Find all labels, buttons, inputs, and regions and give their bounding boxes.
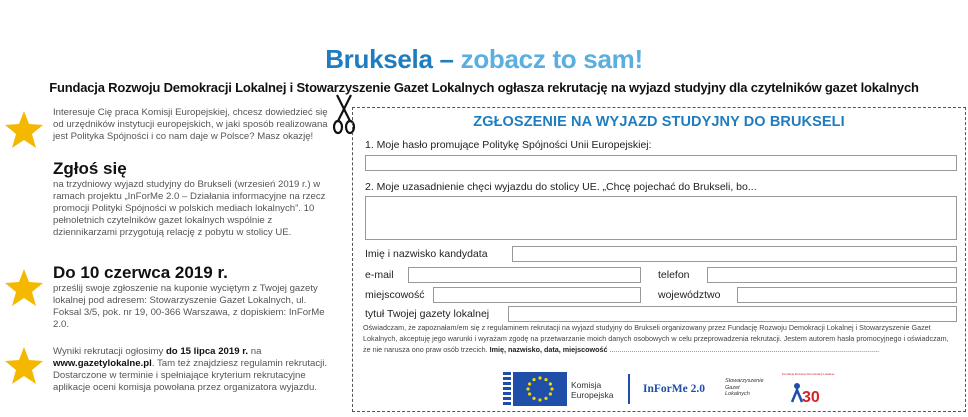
apply-section bbox=[53, 159, 331, 239]
deadline-heading: Do 10 czerwca 2019 r. bbox=[53, 263, 228, 282]
apply-heading: Zgłoś się bbox=[53, 159, 127, 178]
phone-label: telefon bbox=[658, 269, 690, 281]
newspaper-field[interactable] bbox=[508, 306, 957, 322]
page-subtitle: Fundacja Rozwoju Demokracji Lokalnej i Stowarzyszenie Gazet Lokalnych ogłasza rekrutację na wyjazd studyjny dla czytelników gazet lokalnych bbox=[49, 80, 919, 95]
name-field[interactable] bbox=[512, 246, 957, 262]
frdl-30-logo bbox=[781, 370, 835, 406]
deadline-text: prześlij swoje zgłoszenie na kuponie wyciętym z Twojej gazety lokalnej pod adresem: Stowarzyszenie Gazet Lokalnych, ul. Foksal 3/5, pok. nr 19, 00-366 Warszawa, z dopiskiem: InForMe 2.0. bbox=[53, 283, 325, 330]
apply-text: na trzydniowy wyjazd studyjny do Brukseli (wrzesień 2019 r.) w ramach projektu „InForMe 2.0 – Działania informacyjne na rzecz promocji Polityki Spójności w polskich mediach lokalnych”. 10 pełnoletnich czytelników gazet lokalnych wspólnie z dziennikarzami przygotują relację z pobytu w stolicy UE. bbox=[53, 179, 326, 238]
form-title: ZGŁOSZENIE NA WYJAZD STUDYJNY DO BRUKSELI bbox=[473, 114, 845, 130]
frdl-top-text: Fundacja Rozwoju Demokracji Lokalnej bbox=[781, 372, 835, 376]
newspaper-label: tytuł Twojej gazety lokalnej bbox=[365, 308, 490, 320]
slogan-label: 1. Moje hasło promujące Politykę Spójności Unii Europejskiej: bbox=[365, 139, 652, 151]
frdl-30-number: 30 bbox=[802, 389, 820, 406]
region-field[interactable] bbox=[737, 287, 957, 303]
page-title: Bruksela – zobacz to sam! bbox=[325, 44, 643, 74]
name-label: Imię i nazwisko kandydata bbox=[365, 248, 488, 260]
informe-logo: InForMe 2.0 bbox=[643, 383, 705, 395]
star-icon bbox=[4, 346, 44, 386]
city-field[interactable] bbox=[433, 287, 641, 303]
eu-stripes bbox=[503, 372, 511, 406]
star-icon bbox=[4, 268, 44, 308]
results-text: Wyniki rekrutacji ogłosimy do 15 lipca 2019 r. na www.gazetylokalne.pl. Tam też znajdziesz regulamin rekrutacji. Dostarczone w terminie i spełniające kryterium rekrutacyjne aplikacje oceni komisja powołana przez organizatora wyjazdu. bbox=[53, 346, 328, 393]
logo-divider bbox=[628, 374, 630, 404]
star-icon bbox=[4, 110, 44, 150]
email-field[interactable] bbox=[408, 267, 641, 283]
reason-label: 2. Moje uzasadnienie chęci wyjazdu do stolicy UE. „Chcę pojechać do Brukseli, bo... bbox=[365, 181, 757, 193]
city-label: miejscowość bbox=[365, 289, 425, 301]
results-url: www.gazetylokalne.pl bbox=[53, 358, 152, 369]
eu-flag-icon bbox=[513, 372, 567, 406]
email-label: e-mail bbox=[365, 269, 394, 281]
application-form bbox=[352, 107, 966, 412]
intro-text: Interesuje Cię praca Komisji Europejskiej, chcesz dowiedzieć się od urzędników instytucji europejskich, w jaki sposób realizowana jest Polityka Spójności i co nam daje w Polsce? Masz okazję! bbox=[53, 107, 328, 142]
sgl-logo: Stowarzyszenie Gazet Lokalnych bbox=[725, 378, 764, 397]
region-label: województwo bbox=[658, 289, 721, 301]
consent-text: Oświadczam, że zapoznałam/em się z regulaminem rekrutacji na wyjazd studyjny do Brukseli organizowany przez Fundację Rozwoju Demokracji Lokalnej i Stowarzyszenie Gazet Lokalnych, akceptuję jego warunki i wyrażam zgodę na przetwarzanie moich danych osobowych w celu przeprowadzenia rekrutacji. Jestem autorem hasła promocyjnego i oświadczam, że nie narusza ono praw osób trzecich. Imię, nazwisko, data, miejscowość ....................................................................................................................................... bbox=[363, 323, 949, 354]
slogan-field[interactable] bbox=[365, 155, 957, 171]
deadline-section bbox=[53, 263, 331, 331]
reason-field[interactable] bbox=[365, 196, 957, 240]
logos-bar bbox=[503, 370, 963, 408]
ke-logo-text: Komisja Europejska bbox=[571, 380, 614, 400]
phone-field[interactable] bbox=[707, 267, 957, 283]
